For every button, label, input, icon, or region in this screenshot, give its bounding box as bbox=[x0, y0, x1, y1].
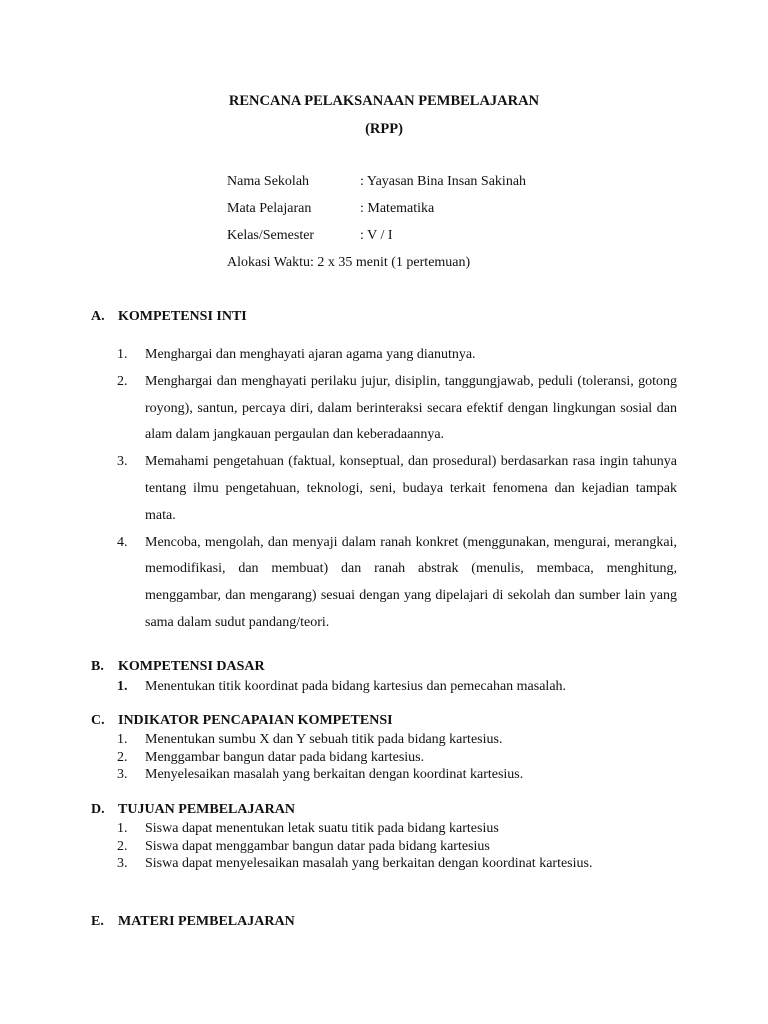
list-number: 1. bbox=[117, 821, 128, 836]
section-a-list bbox=[117, 342, 677, 637]
list-item bbox=[117, 449, 677, 529]
list-number: 3. bbox=[117, 767, 128, 783]
list-number: 1. bbox=[117, 679, 128, 694]
list-item bbox=[117, 530, 677, 637]
list-number: 3. bbox=[117, 454, 128, 470]
list-text: Memahami pengetahuan (faktual, konseptual, dan prosedural) berdasarkan rasa ingin tahunya tentang ilmu pengetahuan, teknologi, seni, budaya terkait fenomena dan kejadian tampak mata. bbox=[145, 454, 677, 523]
section-c-heading bbox=[91, 713, 393, 729]
list-item bbox=[117, 766, 677, 784]
section-letter: C. bbox=[91, 713, 105, 728]
section-letter: B. bbox=[91, 659, 104, 674]
list-text: Menghargai dan menghayati perilaku jujur, disiplin, tanggungjawab, peduli (toleransi, gotong royong), santun, percaya diri, dalam berinteraksi secara efektif dengan lingkungan sosial dan alam dalam jangkauan pergaulan dan keberadaannya. bbox=[145, 373, 677, 443]
section-letter: A. bbox=[91, 309, 105, 324]
identity-label: Mata Pelajaran bbox=[227, 201, 312, 216]
list-item bbox=[117, 731, 677, 749]
identity-value: 2 x 35 menit (1 pertemuan) bbox=[317, 255, 471, 270]
document-title: RENCANA PELAKSANAAN PEMBELAJARAN bbox=[228, 93, 540, 109]
identity-label: Nama Sekolah bbox=[227, 174, 310, 189]
section-title: TUJUAN PEMBELAJARAN bbox=[118, 802, 295, 817]
list-number: 1. bbox=[117, 347, 128, 362]
list-number: 4. bbox=[117, 534, 128, 550]
list-item bbox=[117, 749, 677, 767]
identity-row-time bbox=[227, 255, 470, 271]
section-title: MATERI PEMBELAJARAN bbox=[118, 914, 295, 929]
section-b-heading bbox=[91, 659, 265, 675]
identity-row-class bbox=[227, 228, 393, 244]
identity-row-subject bbox=[227, 201, 434, 217]
list-text: Menentukan titik koordinat pada bidang kartesius dan pemecahan masalah. bbox=[145, 679, 567, 694]
identity-label: Kelas/Semester bbox=[227, 228, 315, 243]
list-text: Mencoba, mengolah, dan menyaji dalam ranah konkret (menggunakan, mengurai, merangkai, memodifikasi, dan membuat) dan ranah abstrak (menulis, membaca, menghitung, menggambar, dan mengarang) sesuai dengan yang dipelajari di sekolah dan sumber lain yang sama dalam sudut pandang/teori. bbox=[145, 534, 677, 630]
identity-value: : Matematika bbox=[360, 201, 435, 216]
list-item bbox=[117, 369, 677, 449]
list-item bbox=[117, 838, 677, 856]
identity-label: Alokasi Waktu: bbox=[227, 255, 314, 270]
list-text: Siswa dapat menentukan letak suatu titik pada bidang kartesius bbox=[145, 821, 499, 836]
section-letter: D. bbox=[91, 802, 105, 817]
identity-row-school bbox=[227, 174, 526, 190]
section-title: KOMPETENSI INTI bbox=[118, 309, 247, 324]
list-text: Menyelesaikan masalah yang berkaitan dengan koordinat kartesius. bbox=[145, 767, 524, 783]
list-number: 1. bbox=[117, 732, 128, 747]
identity-value: : V / I bbox=[360, 228, 393, 243]
section-c-list bbox=[117, 731, 677, 784]
section-b-list bbox=[117, 678, 677, 696]
list-text: Menghargai dan menghayati ajaran agama yang dianutnya. bbox=[145, 347, 476, 362]
list-text: Siswa dapat menyelesaikan masalah yang berkaitan dengan koordinat kartesius. bbox=[145, 856, 593, 872]
list-item bbox=[117, 855, 677, 873]
list-item bbox=[117, 678, 677, 696]
list-number: 2. bbox=[117, 838, 128, 854]
list-text: Menentukan sumbu X dan Y sebuah titik pada bidang kartesius. bbox=[145, 732, 503, 747]
identity-value: : Yayasan Bina Insan Sakinah bbox=[360, 174, 527, 189]
section-e-heading bbox=[91, 914, 295, 930]
section-title: KOMPETENSI DASAR bbox=[118, 659, 265, 674]
section-a-heading bbox=[91, 309, 247, 325]
section-title: INDIKATOR PENCAPAIAN KOMPETENSI bbox=[118, 713, 393, 728]
list-item bbox=[117, 820, 677, 838]
list-item bbox=[117, 342, 677, 369]
list-text: Siswa dapat menggambar bangun datar pada bidang kartesius bbox=[145, 838, 490, 854]
list-number: 3. bbox=[117, 856, 128, 872]
list-number: 2. bbox=[117, 749, 128, 765]
list-number: 2. bbox=[117, 373, 128, 389]
section-letter: E. bbox=[91, 914, 104, 929]
document-subtitle: (RPP) bbox=[365, 121, 403, 137]
list-text: Menggambar bangun datar pada bidang kartesius. bbox=[145, 749, 425, 765]
section-d-list bbox=[117, 820, 677, 873]
section-d-heading bbox=[91, 802, 295, 818]
